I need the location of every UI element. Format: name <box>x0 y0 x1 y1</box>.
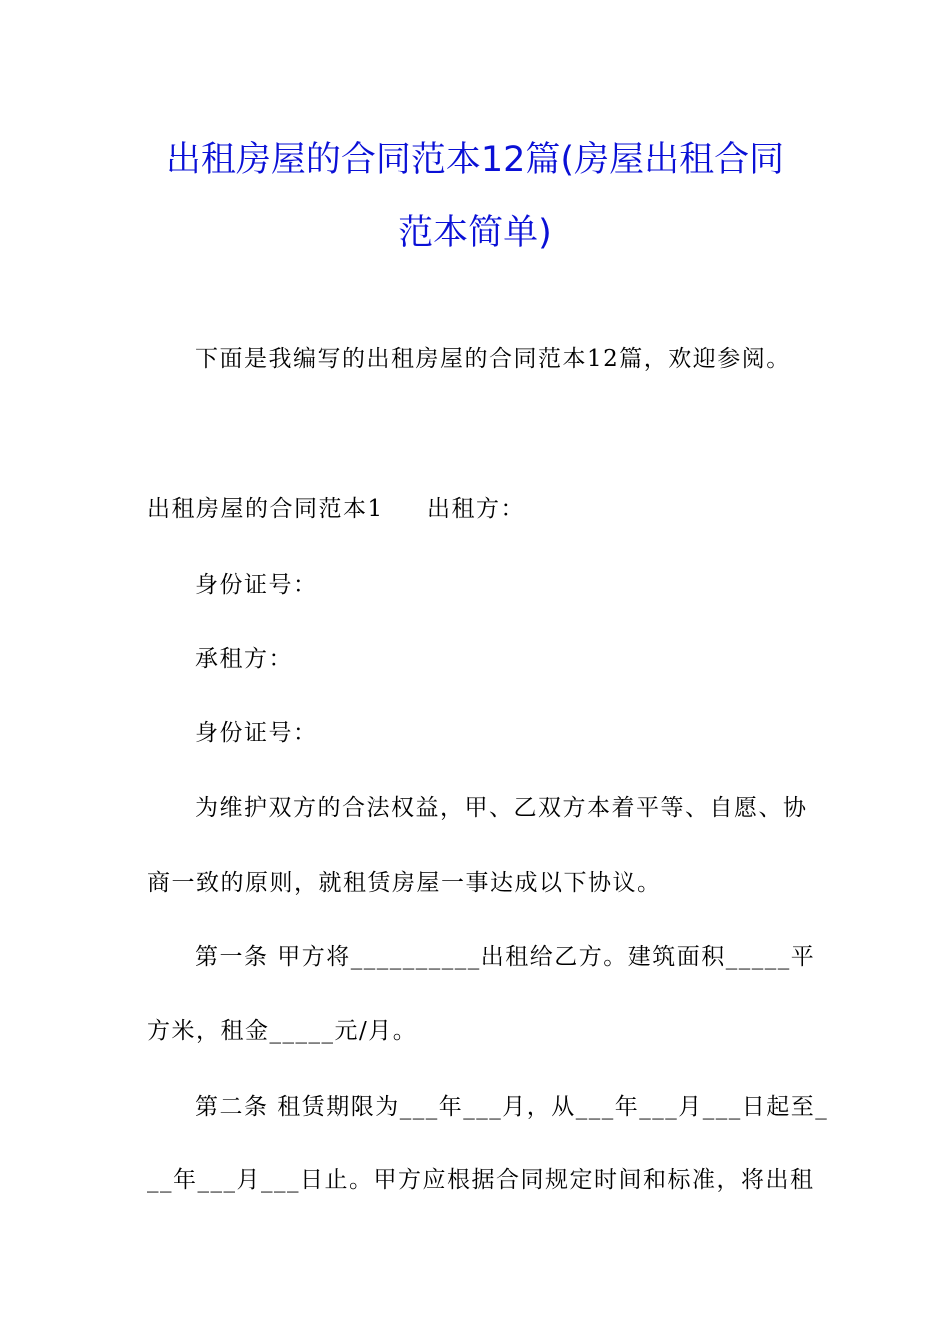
document-title-line-2: 范本简单) <box>398 213 552 253</box>
article-2-line-1: 第二条 租赁期限为___年___月，从___年___月___日起至_ <box>195 1094 829 1120</box>
article-2-line-2: __年___月___日止。甲方应根据合同规定时间和标准，将出租 <box>147 1167 815 1193</box>
section-heading: 出租房屋的合同范本1 <box>147 496 384 522</box>
lessor-id-label: 身份证号： <box>195 572 318 598</box>
lessor-label: 出租方： <box>427 496 525 522</box>
article-1-line-1: 第一条 甲方将__________出租给乙方。建筑面积_____平 <box>195 944 816 970</box>
article-1-line-2: 方米，租金_____元/月。 <box>147 1018 418 1044</box>
purpose-paragraph-line-1: 为维护双方的合法权益，甲、乙双方本着平等、自愿、协 <box>195 795 808 821</box>
lessee-id-label: 身份证号： <box>195 720 318 746</box>
purpose-paragraph-line-2: 商一致的原则，就租赁房屋一事达成以下协议。 <box>147 870 662 896</box>
intro-paragraph: 下面是我编写的出租房屋的合同范本12篇，欢迎参阅。 <box>195 346 791 372</box>
document-title-line-1: 出租房屋的合同范本12篇(房屋出租合同 <box>165 140 785 180</box>
lessee-label: 承租方： <box>195 646 293 672</box>
